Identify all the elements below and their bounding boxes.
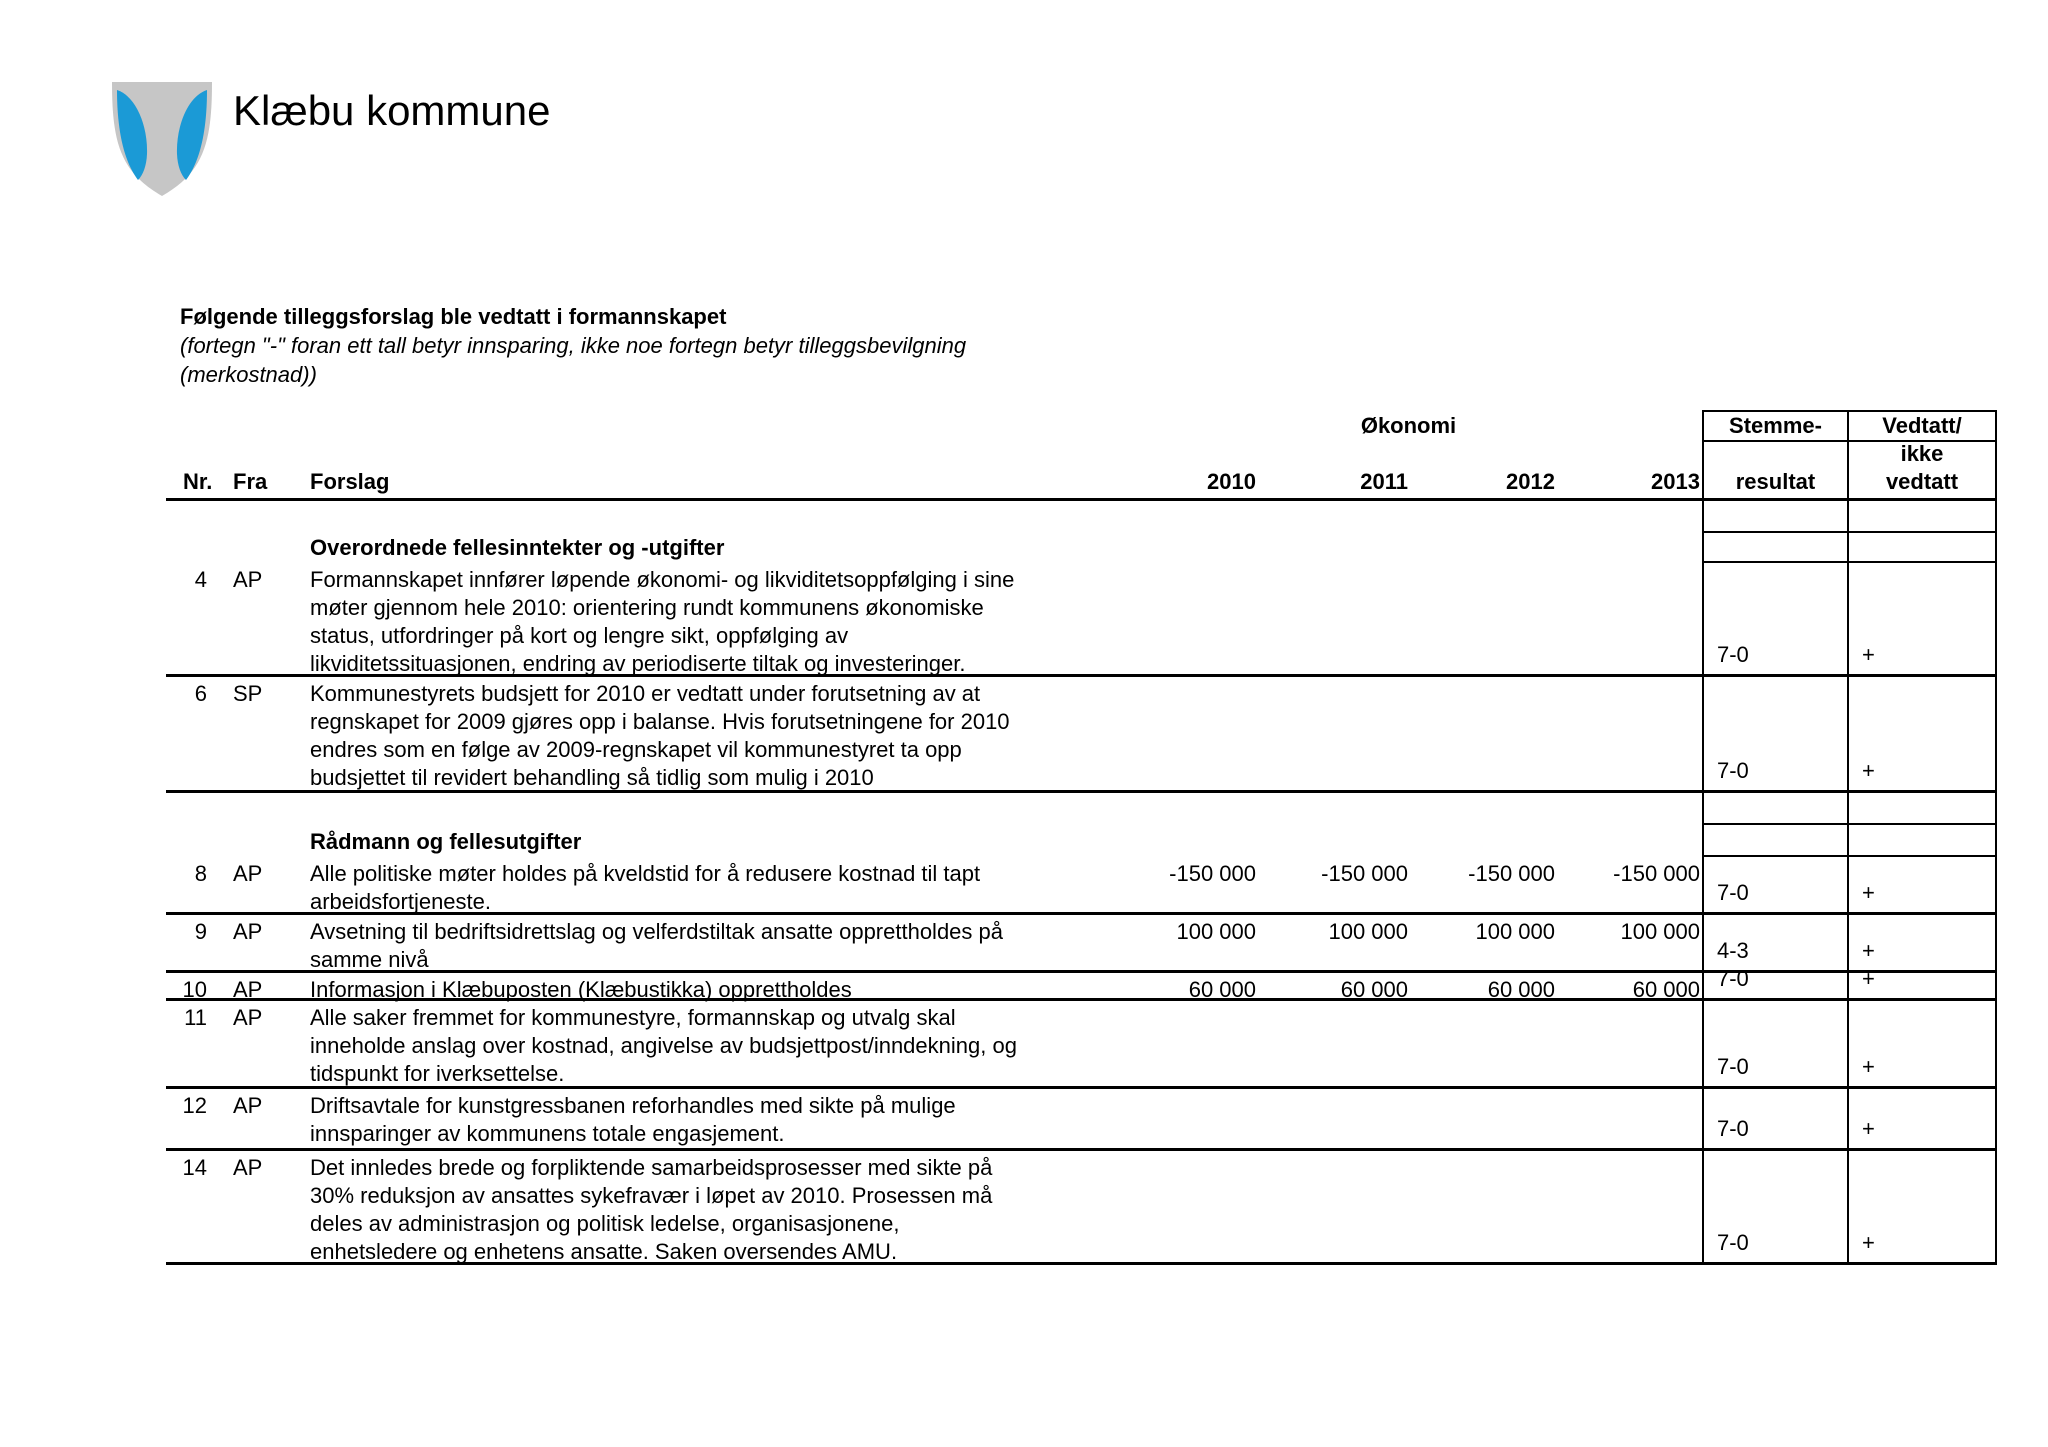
amount-2010: 100 000 (1115, 915, 1258, 973)
intro-note-line1: (fortegn "-" foran ett tall betyr innsparing, ikke noe fortegn betyr tilleggsbevilgning (180, 333, 967, 358)
vote-result: 4-3 (1702, 915, 1847, 973)
shield-icon (110, 80, 214, 198)
amount-2010 (1115, 677, 1258, 793)
amount-2011 (1258, 1089, 1410, 1151)
col-header-vedtatt-top: Vedtatt/ (1847, 410, 1997, 442)
col-header-forslag: Forslag (310, 442, 1115, 501)
proposal-text-line: Alle saker fremmet for kommunestyre, formannskap og utvalg skal (310, 1005, 956, 1030)
proposal-text (310, 1001, 1115, 1089)
empty-adopted-cell (1847, 501, 1997, 533)
intro-block (180, 302, 966, 389)
proposal-text-line: Kommunestyrets budsjett for 2010 er vedtatt under forutsetning av at (310, 681, 981, 706)
amount-2010 (1115, 563, 1258, 677)
vote-result: 7-0 (1702, 1001, 1847, 1089)
proposal-text-line: Avsetning til bedriftsidrettslag og velferdstiltak ansatte opprettholdes på (310, 919, 1003, 944)
proposal-text-line: innsparinger av kommunens totale engasjement. (310, 1121, 785, 1146)
adopted-mark: + (1847, 677, 1997, 793)
empty-vote-cell (1702, 501, 1847, 533)
proposal-text-line: Alle politiske møter holdes på kveldstid for å redusere kostnad til tapt (310, 861, 981, 886)
col-header-okonomi: Økonomi (1360, 413, 1457, 438)
proposal-text-line: regnskapet for 2009 gjøres opp i balanse. Hvis forutsetningene for 2010 (310, 709, 1010, 734)
amount-2013 (1557, 1151, 1702, 1265)
col-header-2010: 2010 (1115, 442, 1258, 501)
amount-2013 (1557, 1089, 1702, 1151)
col-header-nr: Nr. (166, 442, 228, 501)
amount-2012: 100 000 (1410, 915, 1557, 973)
amount-2011 (1258, 1001, 1410, 1089)
amount-2011 (1258, 1151, 1410, 1265)
amount-2013: -150 000 (1557, 857, 1702, 915)
amount-2013 (1557, 563, 1702, 677)
amount-2012 (1410, 1089, 1557, 1151)
amount-2011 (1258, 563, 1410, 677)
col-header-vedtatt-bottom (1847, 442, 1997, 501)
proposal-text (310, 1151, 1115, 1265)
amount-2011 (1258, 677, 1410, 793)
proposal-number: 4 (166, 563, 228, 677)
amount-2012 (1410, 677, 1557, 793)
empty-vote-cell (1702, 825, 1847, 857)
vote-result: 7-0 (1702, 973, 1847, 1001)
proposal-text-line: samme nivå (310, 947, 429, 972)
proposal-text (310, 563, 1115, 677)
proposal-party: AP (228, 973, 310, 1001)
spacer-cell (166, 501, 1702, 533)
proposal-text-line: tidspunkt for iverksettelse. (310, 1061, 565, 1086)
amount-2012 (1410, 1001, 1557, 1089)
adopted-mark: + (1847, 1001, 1997, 1089)
proposal-text-line: budsjettet til revidert behandling så tidlig som mulig i 2010 (310, 765, 874, 790)
proposal-text-line: Driftsavtale for kunstgressbanen reforhandles med sikte på mulige (310, 1093, 956, 1118)
proposal-number: 9 (166, 915, 228, 973)
vote-result: 7-0 (1702, 677, 1847, 793)
amount-2012: 60 000 (1410, 973, 1557, 1001)
amount-2012 (1410, 1151, 1557, 1265)
proposal-number: 11 (166, 1001, 228, 1089)
proposal-text-line: Det innledes brede og forpliktende samarbeidsprosesser med sikte på (310, 1155, 993, 1180)
proposal-number: 12 (166, 1089, 228, 1151)
empty-vote-cell (1702, 533, 1847, 563)
adopted-mark: + (1847, 857, 1997, 915)
amount-2010: 60 000 (1115, 973, 1258, 1001)
amount-2012 (1410, 563, 1557, 677)
budget-proposal-table (166, 410, 1997, 1265)
vote-result: 7-0 (1702, 1151, 1847, 1265)
col-header-2011: 2011 (1258, 442, 1410, 501)
proposal-text-line: deles av administrasjon og politisk ledelse, organisasjonene, (310, 1211, 900, 1236)
vote-result: 7-0 (1702, 857, 1847, 915)
amount-2010 (1115, 1001, 1258, 1089)
col-header-stemme-bottom: resultat (1702, 442, 1847, 501)
proposal-text (310, 857, 1115, 915)
empty-adopted-cell (1847, 793, 1997, 825)
empty-adopted-cell (1847, 825, 1997, 857)
proposal-text-line: arbeidsfortjeneste. (310, 889, 491, 914)
proposal-text-line: Informasjon i Klæbuposten (Klæbustikka) opprettholdes (310, 977, 852, 1002)
proposal-text-line: Formannskapet innfører løpende økonomi- og likviditetsoppfølging i sine (310, 567, 1015, 592)
proposal-text (310, 973, 1115, 1001)
amount-2011: 60 000 (1258, 973, 1410, 1001)
intro-heading: Følgende tilleggsforslag ble vedtatt i formannskapet (180, 304, 727, 329)
proposal-number: 10 (166, 973, 228, 1001)
proposal-party: AP (228, 857, 310, 915)
amount-2010 (1115, 1151, 1258, 1265)
empty-vote-cell (1702, 793, 1847, 825)
amount-2011: 100 000 (1258, 915, 1410, 973)
proposal-text-line: møter gjennom hele 2010: orientering rundt kommunens økonomiske (310, 595, 984, 620)
col-header-vedtatt-vedtatt: vedtatt (1885, 469, 1959, 494)
adopted-mark: + (1847, 915, 1997, 973)
section-title: Rådmann og fellesutgifter (310, 829, 582, 854)
spacer-cell (166, 793, 1702, 825)
proposal-text-line: inneholde anslag over kostnad, angivelse av budsjettpost/inndekning, og (310, 1033, 1017, 1058)
proposal-text-line: 30% reduksjon av ansattes sykefravær i løpet av 2010. Prosessen må (310, 1183, 993, 1208)
proposal-number: 6 (166, 677, 228, 793)
proposal-number: 8 (166, 857, 228, 915)
proposal-text (310, 677, 1115, 793)
adopted-mark: + (1847, 1089, 1997, 1151)
spacer-cell (166, 410, 1115, 442)
amount-2013 (1557, 677, 1702, 793)
proposal-party: AP (228, 563, 310, 677)
amount-2011: -150 000 (1258, 857, 1410, 915)
amount-2013: 60 000 (1557, 973, 1702, 1001)
amount-2010: -150 000 (1115, 857, 1258, 915)
municipality-name: Klæbu kommune (233, 87, 551, 134)
proposal-text (310, 1089, 1115, 1151)
col-header-fra: Fra (228, 442, 310, 501)
proposal-text-line: enhetsledere og enhetens ansatte. Saken oversendes AMU. (310, 1239, 898, 1264)
proposal-party: AP (228, 1001, 310, 1089)
proposal-party: SP (228, 677, 310, 793)
adopted-mark: + (1847, 563, 1997, 677)
adopted-mark: + (1847, 973, 1997, 1001)
col-header-2012: 2012 (1410, 442, 1557, 501)
col-header-2013: 2013 (1557, 442, 1702, 501)
proposal-number: 14 (166, 1151, 228, 1265)
proposal-text-line: endres som en følge av 2009-regnskapet vil kommunestyret ta opp (310, 737, 962, 762)
intro-note-line2: (merkostnad)) (180, 362, 317, 387)
amount-2013: 100 000 (1557, 915, 1702, 973)
proposal-party: AP (228, 915, 310, 973)
empty-adopted-cell (1847, 533, 1997, 563)
proposal-party: AP (228, 1089, 310, 1151)
amount-2010 (1115, 1089, 1258, 1151)
amount-2013 (1557, 1001, 1702, 1089)
section-title: Overordnede fellesinntekter og -utgifter (310, 535, 725, 560)
proposal-party: AP (228, 1151, 310, 1265)
col-header-stemme-top: Stemme- (1702, 410, 1847, 442)
proposal-text-line: likviditetssituasjonen, endring av periodiserte tiltak og investeringer. (310, 651, 966, 676)
proposal-text (310, 915, 1115, 973)
adopted-mark: + (1847, 1151, 1997, 1265)
amount-2012: -150 000 (1410, 857, 1557, 915)
vote-result: 7-0 (1702, 563, 1847, 677)
proposal-text-line: status, utfordringer på kort og lengre sikt, oppfølging av (310, 623, 849, 648)
vote-result: 7-0 (1702, 1089, 1847, 1151)
col-header-vedtatt-ikke: ikke (1900, 441, 1944, 466)
